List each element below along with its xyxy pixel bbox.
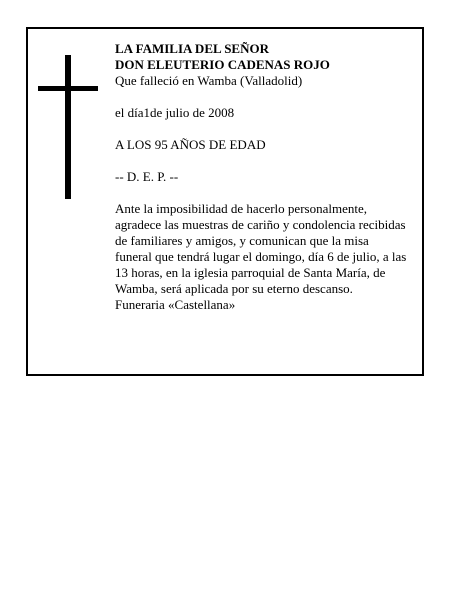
heading-family: LA FAMILIA DEL SEÑOR [115, 41, 269, 56]
rest-in-peace: -- D. E. P. -- [115, 169, 179, 184]
body-line: agradece las muestras de cariño y condolencia recibidas [115, 217, 406, 232]
notice-text [115, 41, 421, 313]
heading-deceased-name: DON ELEUTERIO CADENAS ROJO [115, 57, 330, 72]
body-line: funeral que tendrá lugar el domingo, día 6 de julio, a las [115, 249, 407, 264]
body-line: Wamba, será aplicada por su eterno descanso. [115, 281, 353, 296]
cross-icon [38, 55, 98, 199]
body-line: 13 horas, en la iglesia parroquial de Santa María, de [115, 265, 386, 280]
cross-horizontal-bar [38, 86, 98, 91]
cross-vertical-bar [65, 55, 71, 199]
date-of-death: el día1de julio de 2008 [115, 105, 235, 120]
body-line: de familiares y amigos, y comunican que la misa [115, 233, 369, 248]
place-of-death: Que falleció en Wamba (Valladolid) [115, 73, 303, 88]
body-line: Ante la imposibilidad de hacerlo personalmente, [115, 201, 367, 216]
funeral-home: Funeraria «Castellana» [115, 297, 236, 312]
obituary-notice [26, 27, 424, 376]
notice-body [115, 201, 421, 313]
age-at-death: A LOS 95 AÑOS DE EDAD [115, 137, 266, 152]
